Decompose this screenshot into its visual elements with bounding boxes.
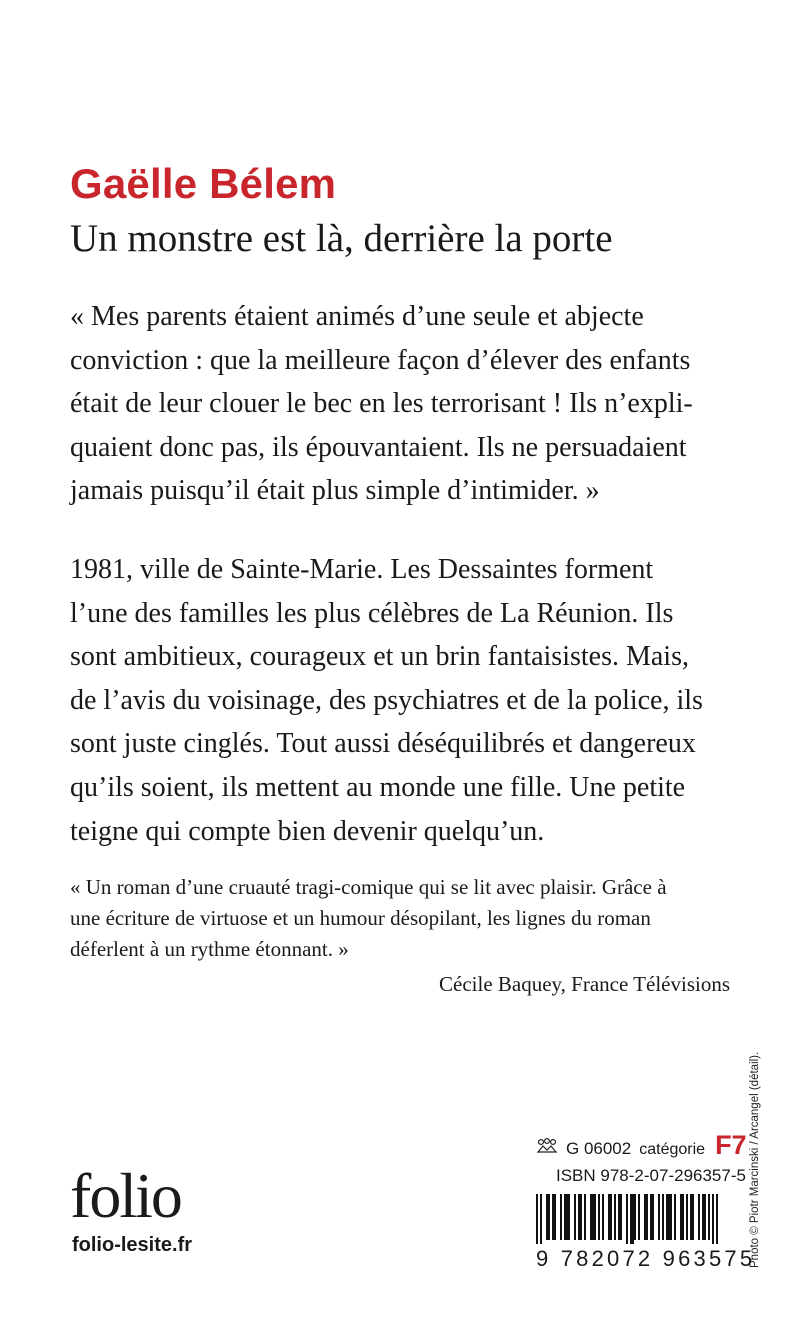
barcode-bar [578,1194,580,1240]
barcode-bar [560,1194,562,1240]
barcode-bar [584,1194,586,1240]
opening-quote [70,295,730,513]
barcode-bar [702,1194,704,1240]
summary-line: sont ambitieux, courageux et un brin fantaisistes. Mais, [70,641,689,673]
quote-line: était de leur clouer le bec en les terrorisant ! Ils n’expli- [70,388,693,420]
press-review [70,872,730,1000]
category-label: catégorie [639,1141,706,1158]
product-code: G 06002 [566,1139,632,1158]
barcode-bar [646,1194,648,1240]
barcode-bar [686,1194,688,1240]
review-line: une écriture de virtuose et un humour désopilant, les lignes du roman [70,906,651,930]
barcode-bar [668,1194,670,1240]
quote-line: quaient donc pas, ils épouvantaient. Ils ne persuadaient [70,431,687,463]
barcode-bar [592,1194,594,1240]
barcode-bar [590,1194,592,1240]
barcode [536,1194,756,1271]
barcode-bar [566,1194,568,1240]
barcode-bar [618,1194,620,1240]
folio-logo: folio [70,1160,181,1231]
barcode-bar [626,1194,628,1244]
barcode-bar [552,1194,554,1240]
barcode-bar [568,1194,570,1240]
barcode-bar [704,1194,706,1240]
barcode-bar [608,1194,610,1240]
barcode-bar [620,1194,622,1240]
barcode-bar [614,1194,616,1240]
review-attribution: Cécile Baquey, France Télévisions [439,972,730,996]
isbn: ISBN 978-2-07-296357-5 [556,1166,746,1185]
barcode-bar [548,1194,550,1240]
barcode-bar [564,1194,566,1240]
summary-line: sont juste cinglés. Tout aussi déséquilibrés et dangereux [70,728,696,760]
barcode-bar [546,1194,548,1240]
author-name: Gaëlle Bélem [70,160,337,207]
barcode-bar [662,1194,664,1240]
barcode-bar [680,1194,682,1240]
barcode-bars [536,1194,718,1244]
review-line: déferlent à un rythme étonnant. » [70,937,349,961]
book-title: Un monstre est là, derrière la porte [70,217,613,260]
barcode-bar [632,1194,634,1244]
product-code-line [536,1130,747,1161]
publisher-website[interactable]: folio-lesite.fr [72,1234,193,1256]
barcode-bar [580,1194,582,1240]
barcode-bar [666,1194,668,1240]
barcode-bar [610,1194,612,1240]
barcode-bar [670,1194,672,1240]
barcode-bar [690,1194,692,1240]
barcode-bar [650,1194,652,1240]
summary-line: l’une des familles les plus célèbres de La Réunion. Ils [70,597,674,629]
barcode-bar [638,1194,640,1240]
barcode-bar [644,1194,646,1240]
barcode-bar [554,1194,556,1240]
review-line: « Un roman d’une cruauté tragi-comique qui se lit avec plaisir. Grâce à [70,875,667,899]
barcode-bar [712,1194,714,1244]
barcode-bar [698,1194,700,1240]
barcode-bar [598,1194,600,1240]
summary-line: qu’ils soient, ils mettent au monde une fille. Une petite [70,771,686,803]
barcode-bar [540,1194,542,1244]
summary-line: teigne qui compte bien devenir quelqu’un. [70,815,545,847]
barcode-bar [708,1194,710,1240]
price-category: F7 [715,1130,747,1160]
summary-line: de l’avis du voisinage, des psychiatres et de la police, ils [70,684,703,716]
barcode-digits: 9 782072 963575 [536,1246,756,1271]
barcode-bar [658,1194,660,1240]
barcode-bar [594,1194,596,1240]
barcode-bar [682,1194,684,1240]
quote-line: conviction : que la meilleure façon d’élever des enfants [70,344,691,376]
summary-paragraph [70,548,730,853]
barcode-bar [574,1194,576,1240]
gallimard-icon [536,1138,558,1154]
barcode-bar [692,1194,694,1240]
quote-line: jamais puisqu’il était plus simple d’intimider. » [70,475,600,507]
quote-line: « Mes parents étaient animés d’une seule et abjecte [70,301,644,332]
barcode-bar [536,1194,538,1244]
barcode-bar [602,1194,604,1240]
barcode-bar [634,1194,636,1240]
barcode-bar [716,1194,718,1244]
barcode-bar [630,1194,632,1244]
barcode-bar [674,1194,676,1240]
photo-credit: Photo © Piotr Marcinski / Arcangel (détail). [749,1051,761,1268]
summary-line: 1981, ville de Sainte-Marie. Les Dessaintes forment [70,554,654,585]
barcode-bar [652,1194,654,1240]
